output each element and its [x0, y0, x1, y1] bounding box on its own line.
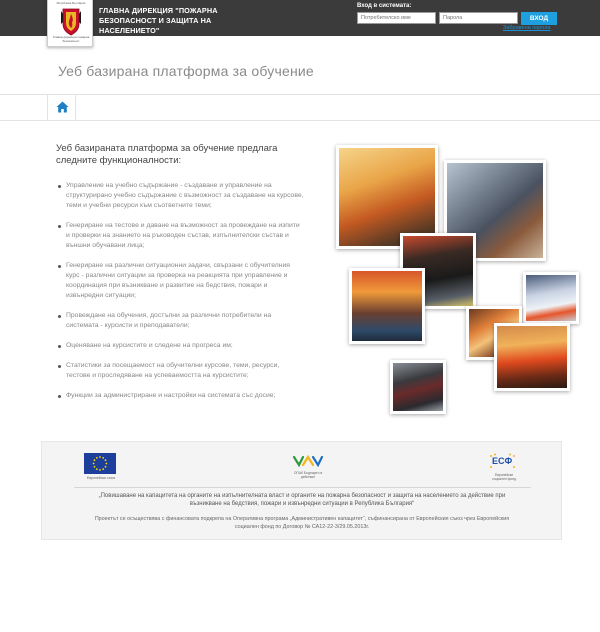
login-button[interactable]: ВХОД — [521, 12, 557, 25]
home-icon — [56, 101, 69, 113]
eu-caption: Европейски съюз — [86, 476, 116, 480]
photo-collage — [330, 140, 590, 420]
project-funding: Проектът се осъществява с финансовата подкрепа на Оперативна програма „Административен капацитет“, съфинансирана от Европейския съюз чрез Европейския социален фонд по Договор № СА12-22-3/29.05.2013г. — [94, 516, 510, 530]
feature-item: Генериране на тестове и даване на възможност за провеждане на изпити и проверки на знанието на ръководен състав, изпълнителски състав и външни обучавани лица; — [58, 221, 304, 251]
forest-fire-photo — [494, 323, 570, 391]
footer-divider — [74, 487, 531, 488]
feature-item: Статистики за посещаемост на обучителни курсове, теми, ресурси, тестове и проследяване на успеваемостта на курсистите; — [58, 361, 304, 381]
feature-item: Оценяване на курсистите и следене на прогреса им; — [58, 341, 304, 351]
svg-text:ЕСФ: ЕСФ — [492, 456, 513, 466]
project-footer — [41, 441, 562, 540]
firefighter-group-photo — [390, 360, 446, 414]
page-title: Уеб базирана платформа за обучение — [58, 63, 314, 79]
home-link[interactable] — [47, 95, 76, 121]
logo-top-text: Република България — [56, 1, 86, 5]
opak-logo-icon — [290, 454, 326, 470]
eu-stars-icon — [84, 453, 116, 474]
feature-item: Управление на учебно съдържание - създаване и управление на структурирано учебно съдържание с възможност за създаване на курсове, теми и учебни ресурси към съответните теми; — [58, 181, 304, 211]
night-fire-photo — [349, 268, 425, 344]
eu-flag-icon — [84, 453, 116, 474]
feature-item: Функции за администриране и настройки на системата със досие; — [58, 391, 304, 401]
login-title: Вход в системата: — [357, 3, 412, 9]
breadcrumb — [0, 95, 600, 121]
forgot-password-link[interactable]: Забравена парола — [503, 25, 551, 31]
agency-logo[interactable] — [47, 0, 93, 47]
snow-rescue-photo — [523, 272, 579, 324]
esf-caption: Европейски социален фонд — [492, 473, 516, 481]
logo-bottom-text: Главна дирекция пожарна безопасност — [52, 35, 90, 43]
password-input[interactable] — [439, 12, 518, 24]
project-title: „Повишаване на капацитета на органите на изпълнителната власт и органите на пожарна безопасност и защита на населението за действие при възникване на бедствия, пожари и извънредни ситуации в Република България“ — [98, 493, 506, 507]
program-caption: ОПАК Бъдещето в действие — [293, 471, 323, 479]
feature-list — [58, 181, 304, 401]
feature-item: Провеждане на обучения, достъпни за различни потребители на системата - курсисти и преподаватели; — [58, 311, 304, 331]
feature-item: Генериране на различни ситуационни задачи, свързани с обучителния курс - различни ситуации за проверка на реакцията при управление и координация при възникване и развитие на бедствия, пожари и извънредни ситуации; — [58, 261, 304, 301]
username-input[interactable] — [357, 12, 436, 24]
intro-text: Уеб базираната платформа за обучение предлага следните функционалности: — [56, 143, 278, 166]
agency-name: ГЛАВНА ДИРЕКЦИЯ "ПОЖАРНА БЕЗОПАСНОСТ И ЗАЩИТА НА НАСЕЛЕНИЕТО" — [99, 6, 218, 35]
esf-logo-icon — [488, 452, 518, 472]
page-heading-bar — [0, 45, 600, 95]
